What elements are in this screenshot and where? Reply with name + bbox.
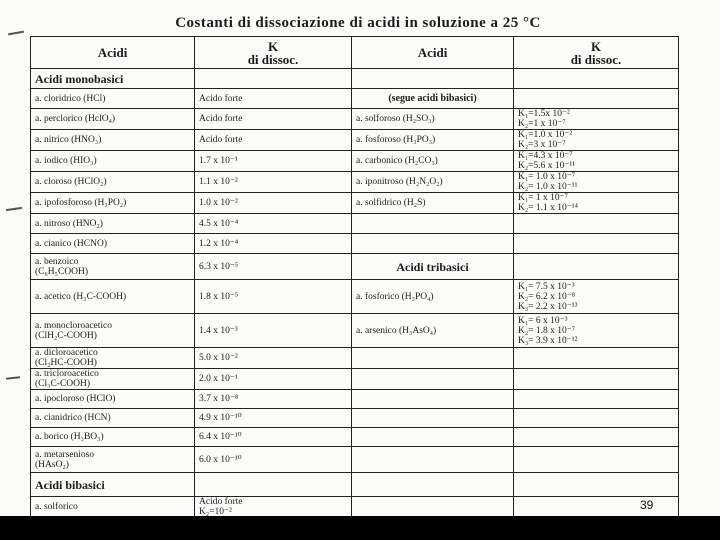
table-row	[31, 280, 679, 314]
acid-column-header: Acidi	[352, 37, 514, 69]
k-value: 1.4 x 10⁻³	[195, 314, 352, 348]
acid-name: a. cloridrico (HCl)	[31, 89, 195, 109]
k-value-triple: K₁= 6 x 10⁻³ K₂= 1.8 x 10⁻⁷ K₃= 3.9 x 10⁻¹²	[514, 314, 679, 348]
acid-name: a. cianidrico (HCN)	[31, 409, 195, 428]
margin-mark	[8, 31, 24, 36]
acid-name: a. iodico (HIO₃)	[31, 151, 195, 172]
k-value: 1.2 x 10⁻⁴	[195, 234, 352, 254]
presentation-bottom-bar	[0, 516, 720, 540]
k-value: 1.7 x 10⁻¹	[195, 151, 352, 172]
acid-name: a. fosforico (H₃PO₄)	[352, 280, 514, 314]
k-column-header: K di dissoc.	[514, 37, 679, 69]
k-value: 6.0 x 10⁻¹⁰	[195, 447, 352, 473]
acid-name: a. acetico (H₃C-COOH)	[31, 280, 195, 314]
k-value: 5.0 x 10⁻²	[195, 348, 352, 369]
acid-name: a. benzoico (C₆H₅COOH)	[31, 254, 195, 280]
continued-bibasic-subheader: (segue acidi bibasici)	[352, 89, 514, 109]
k-value: 2.0 x 10⁻¹	[195, 369, 352, 390]
k-value: 1.1 x 10⁻²	[195, 172, 352, 193]
acid-name: a. borico (H₃BO₃)	[31, 428, 195, 447]
acid-name: a. ipocloroso (HClO)	[31, 390, 195, 409]
table-row	[31, 428, 679, 447]
section-row	[31, 69, 679, 89]
table-row	[31, 130, 679, 151]
k-value-triple: K₁= 7.5 x 10⁻³ K₂= 6.2 x 10⁻⁸ K₃= 2.2 x 10⁻¹³	[514, 280, 679, 314]
section-title-tribasic: Acidi tribasici	[352, 254, 514, 280]
table-row	[31, 348, 679, 369]
table-row	[31, 172, 679, 193]
k-value-pair: K₁=1.5x 10⁻² K₂=1 x 10⁻⁷	[514, 109, 679, 130]
table-row	[31, 151, 679, 172]
margin-mark	[6, 376, 20, 379]
k-value: 4.5 x 10⁻⁴	[195, 214, 352, 234]
acid-name: a. dicloroacetico (Cl₂HC-COOH)	[31, 348, 195, 369]
table-row	[31, 497, 679, 518]
acid-name: a. carbonico (H₂CO₃)	[352, 151, 514, 172]
k-column-header: K di dissoc.	[195, 37, 352, 69]
dissociation-constants-table	[30, 36, 679, 540]
k-value-pair: K₁=4.3 x 10⁻⁷ K₂=5.6 x 10⁻¹¹	[514, 151, 679, 172]
table-row	[31, 369, 679, 390]
k-value: 6.4 x 10⁻¹⁰	[195, 428, 352, 447]
acid-column-header: Acidi	[31, 37, 195, 69]
acid-name: a. arsenico (H₃AsO₄)	[352, 314, 514, 348]
section-title-monobasic: Acidi monobasici	[31, 69, 195, 89]
k-value: 4.9 x 10⁻¹⁰	[195, 409, 352, 428]
k-value: 1.8 x 10⁻⁵	[195, 280, 352, 314]
k-value: Acido forte	[195, 130, 352, 151]
table-row	[31, 214, 679, 234]
table-row	[31, 447, 679, 473]
acid-name: a. tricloroacetico (Cl₃C-COOH)	[31, 369, 195, 390]
margin-mark	[6, 207, 22, 211]
section-title-bibasic: Acidi bibasici	[31, 473, 195, 497]
table-row	[31, 89, 679, 109]
k-value: Acido forte	[195, 109, 352, 130]
page-number: 39	[640, 498, 654, 512]
acid-name: a. metarsenioso (HAsO₂)	[31, 447, 195, 473]
acid-name: a. nitrico (HNO₃)	[31, 130, 195, 151]
k-value-pair: K₁= 1 x 10⁻⁷ K₂= 1.1 x 10⁻¹⁴	[514, 193, 679, 214]
acid-name: a. monocloroacetico (ClH₂C-COOH)	[31, 314, 195, 348]
table-row	[31, 234, 679, 254]
table-row	[31, 254, 679, 280]
table-row	[31, 109, 679, 130]
k-value-pair: Acido forte K₂=10⁻²	[195, 497, 352, 518]
acid-name: a. solforico	[31, 497, 195, 518]
k-value: 3.7 x 10⁻⁸	[195, 390, 352, 409]
acid-name: a. solfidrico (H₂S)	[352, 193, 514, 214]
acid-name: a. fosforoso (H₃PO₃)	[352, 130, 514, 151]
table-row	[31, 314, 679, 348]
k-value: 1.0 x 10⁻²	[195, 193, 352, 214]
k-value: 6.3 x 10⁻⁵	[195, 254, 352, 280]
acid-name: a. solforoso (H₂SO₃)	[352, 109, 514, 130]
acid-name: a. ipofosforoso (H₃PO₂)	[31, 193, 195, 214]
table-row	[31, 193, 679, 214]
table-row	[31, 390, 679, 409]
acid-name: a. nitroso (HNO₂)	[31, 214, 195, 234]
k-value: Acido forte	[195, 89, 352, 109]
section-row	[31, 473, 679, 497]
k-value-pair: K₁= 1.0 x 10⁻⁷ K₂= 1.0 x 10⁻¹¹	[514, 172, 679, 193]
acid-name: a. cianico (HCNO)	[31, 234, 195, 254]
table-row	[31, 409, 679, 428]
acid-name: a. iponitroso (H₂N₂O₂)	[352, 172, 514, 193]
acid-name: a. perclorico (HclO₄)	[31, 109, 195, 130]
acid-name: a. cloroso (HClO₂)	[31, 172, 195, 193]
table-header-row	[31, 37, 679, 69]
k-value-pair: K₁=1.0 x 10⁻² K₂=3 x 10⁻⁷	[514, 130, 679, 151]
document-title: Costanti di dissociazione di acidi in soluzione a 25 °C	[175, 15, 541, 31]
